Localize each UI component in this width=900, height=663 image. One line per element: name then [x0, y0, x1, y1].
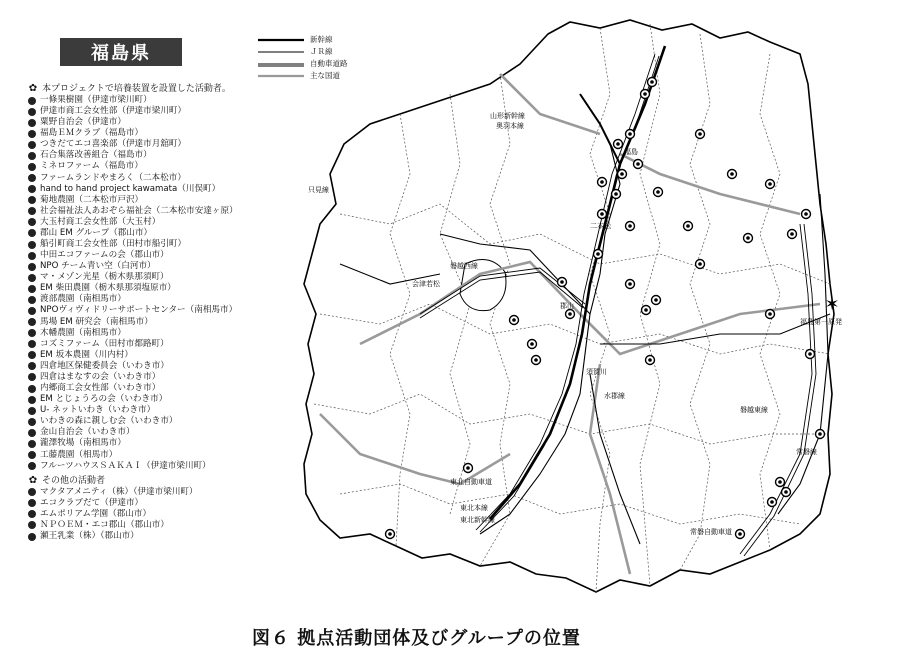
bullet-icon — [28, 329, 36, 337]
bullet-icon — [28, 207, 36, 215]
activity-marker — [696, 130, 705, 139]
project-item-list — [28, 95, 318, 472]
list-item — [28, 350, 318, 361]
label-ban-etsu-west: 磐越西線 — [450, 262, 478, 270]
list-item — [28, 117, 318, 128]
list-item — [28, 317, 318, 328]
label-nihonmatsu: 二本松 — [590, 222, 611, 230]
activity-marker — [598, 178, 607, 187]
list-item-label: 社会福祉法人あおぞら福祉会（二本松市安達ヶ原） — [40, 205, 238, 216]
list-item-label: hand to hand project kawamata（川俣町） — [40, 183, 221, 194]
bullet-icon — [28, 488, 36, 496]
list-item-label: エムポリアム学園（郡山市） — [40, 508, 152, 519]
activity-marker — [612, 190, 621, 199]
bullet-icon — [28, 440, 36, 448]
activity-marker — [532, 356, 541, 365]
list-item-label: 工藤農園（相馬市） — [40, 449, 118, 460]
list-item — [28, 272, 318, 283]
activity-marker — [736, 530, 745, 539]
label-yamagata-shinkansen: 山形新幹線 — [490, 112, 525, 120]
bullet-icon — [28, 274, 36, 282]
legend-shinkansen: 新幹線 — [310, 35, 333, 44]
list-item-label: NPO チーム青い空（白河市） — [40, 261, 156, 272]
list-item-label: 大玉村商工会女性部（大玉村） — [40, 216, 161, 227]
bullet-icon — [28, 218, 36, 226]
list-item-label: 四倉はまなすの会（いわき市） — [40, 371, 161, 382]
label-aizu: 会津若松 — [412, 280, 440, 288]
activity-marker — [528, 340, 537, 349]
list-item-label: 伊達市商工会女性部（伊達市梁川町） — [40, 106, 187, 117]
list-item — [28, 438, 318, 449]
national-roads — [320, 74, 820, 574]
list-item — [28, 128, 318, 139]
list-item-label: マ・メゾン光星（栃木県那須町） — [40, 272, 169, 283]
list-item-label: フルーツハウスＳＡＫＡＩ（伊達市梁川町） — [40, 460, 211, 471]
list-item — [28, 405, 318, 416]
activity-marker — [802, 210, 811, 219]
label-tohoku-main: 東北本線 — [460, 504, 488, 512]
bullet-icon — [28, 318, 36, 326]
npp-star-icon: ✶ — [824, 294, 840, 315]
bullet-icon — [28, 97, 36, 105]
list-item — [28, 461, 318, 472]
others-header: その他の活動者 — [42, 475, 106, 486]
list-item — [28, 498, 318, 509]
activity-marker — [614, 140, 623, 149]
list-item — [28, 305, 318, 316]
list-item — [28, 283, 318, 294]
list-item — [28, 416, 318, 427]
flower-icon: ✿ — [28, 83, 38, 94]
activity-marker — [594, 250, 603, 259]
list-item-label: U- ネットいわき（いわき市） — [40, 405, 156, 416]
list-item-label: EM 坂本農園（川内村） — [40, 349, 133, 360]
legend-national-road: 主な国道 — [310, 71, 340, 80]
activity-marker — [648, 78, 657, 87]
label-tohoku-shinkansen: 東北新幹線 — [460, 516, 495, 524]
bullet-icon — [28, 351, 36, 359]
flower-icon: ✿ — [28, 474, 38, 486]
bullet-icon — [28, 252, 36, 260]
label-tohoku-exp: 東北自動車道 — [450, 478, 492, 486]
legend-expressway: 自動車道路 — [310, 59, 348, 68]
activity-marker — [816, 430, 825, 439]
bullet-icon — [28, 119, 36, 127]
activity-marker — [806, 350, 815, 359]
activity-list — [28, 83, 318, 542]
label-ou-line: 奥羽本線 — [496, 122, 524, 130]
list-item — [28, 173, 318, 184]
list-item — [28, 95, 318, 106]
list-item-label: マクタアメニティ（株）（伊達市梁川町） — [40, 486, 198, 497]
bullet-icon — [28, 429, 36, 437]
list-item-label: ミネロファーム（福島市） — [40, 161, 143, 172]
bullet-icon — [28, 307, 36, 315]
list-item — [28, 261, 318, 272]
list-item-label: 一條果樹園（伊達市梁川町） — [40, 95, 152, 105]
activity-marker — [728, 170, 737, 179]
list-item-label: つきだてエコ喜楽部（伊達市月舘町） — [40, 139, 187, 150]
list-item-label: EM 柴田農園（栃木県那須塩原市） — [40, 283, 176, 294]
activity-marker — [464, 464, 473, 473]
list-item-label: 四倉地区保健委員会（いわき市） — [40, 360, 169, 371]
bullet-icon — [28, 285, 36, 293]
list-item-label: 金山自治会（いわき市） — [40, 427, 135, 438]
activity-marker — [768, 498, 777, 507]
list-item — [28, 383, 318, 394]
label-fukushima: 福島 — [624, 148, 638, 156]
bullet-icon — [28, 174, 36, 182]
figure-caption: 図６ 拠点活動団体及びグループの位置 — [252, 628, 581, 649]
list-item — [28, 195, 318, 206]
bullet-icon — [28, 396, 36, 404]
bullet-icon — [28, 407, 36, 415]
list-item — [28, 206, 318, 217]
bullet-icon — [28, 418, 36, 426]
list-item-label: 郡山 EM グループ（郡山市） — [40, 227, 153, 238]
other-item-list — [28, 487, 318, 542]
list-item — [28, 217, 318, 228]
project-header-row — [28, 83, 318, 95]
bullet-icon — [28, 462, 36, 470]
list-item-label: 菊地農園（二本松市戸沢） — [40, 194, 144, 205]
list-item — [28, 372, 318, 383]
label-ban-etsu-east: 磐越東線 — [740, 406, 768, 414]
activity-marker — [696, 260, 705, 269]
list-item-label: 粟野自治会（伊達市） — [40, 117, 126, 128]
activity-markers — [386, 78, 825, 539]
list-item — [28, 394, 318, 405]
activity-marker — [386, 530, 395, 539]
activity-marker — [626, 130, 635, 139]
bullet-icon — [28, 521, 36, 529]
activity-marker — [634, 160, 643, 169]
list-item-label: ファームランドやまろく（二本松市） — [40, 172, 186, 183]
bullet-icon — [28, 510, 36, 518]
bullet-icon — [28, 340, 36, 348]
list-item-label: 船引町商工会女性部（田村市船引町） — [40, 239, 187, 250]
list-item-label: 瀧澤牧場（南相馬市） — [40, 438, 126, 449]
list-item-label: いわきの森に親しむ会（いわき市） — [40, 416, 178, 427]
bullet-icon — [28, 533, 36, 541]
activity-marker — [766, 180, 775, 189]
bullet-icon — [28, 185, 36, 193]
list-item-label: NPOヴィヴィドリーサポートセンター（南相馬市） — [40, 305, 238, 316]
list-item-label: 中田エコファームの会（郡山市） — [40, 250, 169, 261]
list-item — [28, 361, 318, 372]
bullet-icon — [28, 263, 36, 271]
prefecture-title: 福島県 — [60, 38, 182, 66]
label-suigun: 水郡線 — [604, 392, 625, 400]
list-item — [28, 228, 318, 239]
fukushima-map — [300, 14, 870, 626]
list-item — [28, 184, 318, 195]
activity-marker — [626, 280, 635, 289]
bullet-icon — [28, 385, 36, 393]
others-header-row — [28, 475, 318, 487]
list-item — [28, 450, 318, 461]
activity-marker — [642, 306, 651, 315]
list-item-label: 馬場 EM 研究会（南相馬市） — [40, 316, 153, 327]
list-item — [28, 531, 318, 542]
project-header: 本プロジェクトで培養装置を設置した活動者。 — [42, 84, 231, 94]
list-item-label: ＮＰＯＥＭ・エコ郡山（郡山市） — [40, 519, 169, 530]
bullet-icon — [28, 229, 36, 237]
bullet-icon — [28, 130, 36, 138]
bullet-icon — [28, 296, 36, 304]
list-item — [28, 294, 318, 305]
activity-marker — [566, 310, 575, 319]
bullet-icon — [28, 163, 36, 171]
list-item — [28, 139, 318, 150]
bullet-icon — [28, 108, 36, 116]
bullet-icon — [28, 196, 36, 204]
label-koriyama: 郡山 — [560, 302, 574, 310]
list-item — [28, 427, 318, 438]
list-item-label: 瀬王乳業（株）（郡山市） — [40, 530, 139, 541]
list-item — [28, 487, 318, 498]
list-item-label: 木幡農園（南相馬市） — [40, 327, 126, 338]
activity-marker — [776, 478, 785, 487]
legend-jr-line: ＪＲ線 — [310, 47, 333, 56]
activity-marker — [652, 296, 661, 305]
list-item — [28, 106, 318, 117]
list-item-label: EM とじょうろの会（いわき市） — [40, 394, 168, 405]
activity-marker — [618, 170, 627, 179]
list-item — [28, 509, 318, 520]
list-item — [28, 239, 318, 250]
bullet-icon — [28, 152, 36, 160]
bullet-icon — [28, 499, 36, 507]
label-tadami: 只見線 — [308, 186, 329, 194]
bullet-icon — [28, 362, 36, 370]
activity-marker — [744, 234, 753, 243]
activity-marker — [654, 188, 663, 197]
list-item — [28, 161, 318, 172]
bullet-icon — [28, 141, 36, 149]
activity-marker — [684, 222, 693, 231]
bullet-icon — [28, 373, 36, 381]
activity-marker — [558, 278, 567, 287]
list-item-label: 内郷商工会女性部（いわき市） — [40, 383, 161, 394]
activity-marker — [788, 230, 797, 239]
activity-marker — [626, 222, 635, 231]
list-item — [28, 520, 318, 531]
list-item — [28, 250, 318, 261]
list-item-label: エコクラブだて（伊達市） — [40, 497, 144, 508]
activity-marker — [641, 90, 650, 99]
activity-marker — [766, 310, 775, 319]
activity-marker — [782, 488, 791, 497]
label-joban-line: 常磐線 — [796, 448, 817, 456]
activity-marker — [598, 210, 607, 219]
activity-marker — [510, 316, 519, 325]
label-sukagawa: 須賀川 — [586, 368, 607, 376]
bullet-icon — [28, 241, 36, 249]
list-item-label: 渡部農園（南相馬市） — [40, 294, 126, 305]
list-item-label: コズミファーム（田村市都路町） — [40, 338, 169, 349]
activity-marker — [646, 356, 655, 365]
list-item-label: 石合集落改善組合（福島市） — [40, 150, 152, 161]
list-item-label: 福島ＥＭクラブ（福島市） — [40, 128, 144, 139]
list-item — [28, 328, 318, 339]
list-item — [28, 339, 318, 350]
label-joban-exp: 常磐自動車道 — [690, 528, 732, 536]
label-npp: 福島第一原発 — [800, 318, 842, 326]
list-item — [28, 150, 318, 161]
bullet-icon — [28, 451, 36, 459]
